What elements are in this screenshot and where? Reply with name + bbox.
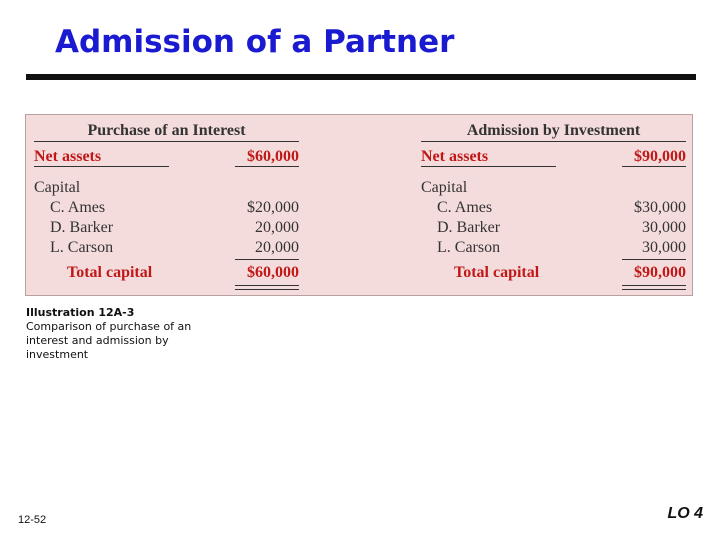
partner-capital: $20,000	[247, 199, 299, 216]
illustration-caption	[26, 306, 206, 362]
illustration-description: Comparison of purchase of an interest and admission by investment	[26, 320, 192, 361]
net-assets-value-underline	[235, 166, 299, 167]
total-capital-value: $90,000	[634, 264, 686, 281]
capital-row	[34, 178, 299, 198]
partner-row	[421, 198, 686, 218]
title-divider	[26, 74, 696, 80]
subtotal-rule	[235, 259, 299, 260]
total-capital-label: Total capital	[67, 264, 153, 281]
illustration-number: Illustration 12A-3	[26, 306, 135, 319]
total-capital-label: Total capital	[454, 264, 540, 281]
column-header: Purchase of an Interest	[34, 122, 299, 142]
slide-title: Admission of a Partner	[55, 24, 455, 60]
net-assets-label: Net assets	[421, 148, 489, 165]
net-assets-label: Net assets	[34, 148, 102, 165]
total-capital-row	[421, 263, 686, 283]
total-double-underline	[235, 285, 299, 290]
partner-capital: 20,000	[255, 219, 299, 236]
partner-name: C. Ames	[50, 199, 106, 216]
partner-capital: $30,000	[634, 199, 686, 216]
partner-row	[34, 218, 299, 238]
column-header: Admission by Investment	[421, 122, 686, 142]
partner-row	[34, 238, 299, 258]
net-assets-value: $90,000	[634, 148, 686, 165]
partner-capital: 30,000	[642, 219, 686, 236]
total-capital-row	[34, 263, 299, 283]
partner-name: L. Carson	[437, 239, 501, 256]
comparison-illustration	[25, 114, 693, 296]
net-assets-value: $60,000	[247, 148, 299, 165]
partner-capital: 30,000	[642, 239, 686, 256]
total-capital-value: $60,000	[247, 264, 299, 281]
capital-label: Capital	[421, 179, 468, 196]
partner-name: D. Barker	[50, 219, 114, 236]
net-assets-underline	[421, 166, 556, 167]
capital-label: Capital	[34, 179, 81, 196]
total-double-underline	[622, 285, 686, 290]
net-assets-row	[34, 147, 299, 167]
subtotal-rule	[622, 259, 686, 260]
net-assets-underline	[34, 166, 169, 167]
page-number: 12-52	[18, 514, 47, 526]
partner-row	[421, 218, 686, 238]
partner-name: L. Carson	[50, 239, 114, 256]
net-assets-row	[421, 147, 686, 167]
net-assets-value-underline	[622, 166, 686, 167]
partner-capital: 20,000	[255, 239, 299, 256]
learning-objective: LO 4	[667, 505, 703, 522]
partner-row	[34, 198, 299, 218]
capital-row	[421, 178, 686, 198]
partner-row	[421, 238, 686, 258]
partner-name: D. Barker	[437, 219, 501, 236]
partner-name: C. Ames	[437, 199, 493, 216]
